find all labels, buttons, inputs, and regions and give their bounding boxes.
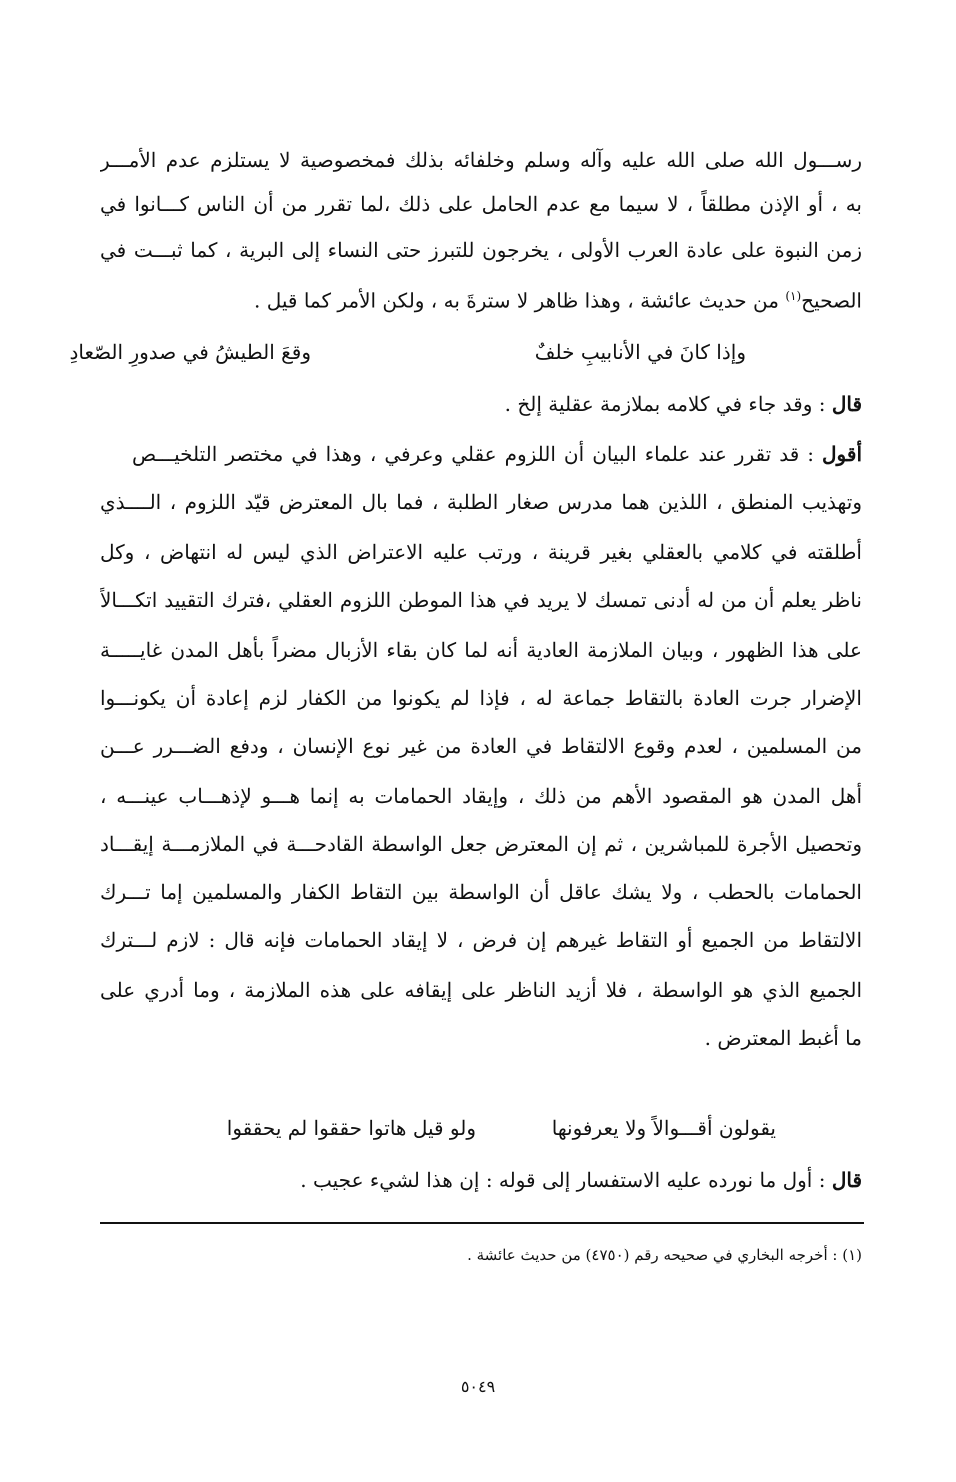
qal-line	[132, 1160, 862, 1200]
text-line: زمن النبوة على عادة العرب الأولى ، يخرجون للتبرز حتى النساء إلى البرية ، كما ثبـــت في	[100, 238, 862, 262]
text-line: الحمامات بالحطب ، ولا يشك عاقل أن الواسطة بين التقاط الكفار والمسلمين إما تـــرك	[100, 880, 862, 904]
qal-label: قال	[831, 1168, 862, 1192]
text-line: ناظر يعلم أن من له أدنى تمسك لا يريد في هذا الموطن اللزوم العقلي ،فترك التقييد اتكـــالاً	[100, 588, 862, 612]
text-line: على هذا الظهور ، وبيان الملازمة العادية أنه لما كان بقاء الأزبال مضراً بأهل المدن غايـــــة	[100, 638, 862, 662]
footnote-text: (١) : أخرجه البخاري في صحيحه رقم (٤٧٥٠) من حديث عائشة .	[467, 1246, 862, 1264]
qal-text: : أول ما نورده عليه الاستفسار إلى قوله : إن هذا لشيء عجيب .	[300, 1168, 832, 1192]
verse-1-second-hemistich: وقعَ الطيشُ في صدورِ الصّعادِ	[69, 340, 311, 364]
aqul-line	[132, 434, 862, 474]
text-line: ما أغبط المعترض .	[704, 1026, 862, 1050]
verse-2-second-hemistich: ولو قيل هاتوا حققوا لم يحققوا	[226, 1116, 476, 1140]
verse-2-first-hemistich: يقولون أقـــوالاً ولا يعرفونها	[551, 1116, 776, 1140]
text-line: الجميع الذي هو الواسطة ، فلا أزيد الناظر على إيقافه على هذه الملازمة ، وما أدري على	[100, 978, 862, 1002]
footnote-divider	[100, 1222, 864, 1224]
text-line: أطلقته في كلامي بالعقلي بغير قرينة ، ورتب عليه الاعتراض الذي ليس له انتهاض ، وكل	[100, 540, 862, 564]
text-line: وتحصيل الأجرة للمباشرين ، ثم إن المعترض جعل الواسطة القادحـــة في الملازمـــة إيقـــاد	[100, 832, 862, 856]
text-line: وتهذيب المنطق ، اللذين هما مدرس صغار الطلبة ، فما بال المعترض قيّد اللزوم ، الــــذي	[100, 490, 862, 514]
text-line: الالتقاط من الجميع أو التقاط غيرهم إن فرض ، لا إيقاد الحمامات فإنه قال : لازم لـــترك	[100, 928, 862, 952]
qal-label: قال	[831, 392, 862, 416]
text-line: أهل المدن هو المقصود الأهم من ذلك ، وإيقاد الحمامات به إنما هـــو لإذهـــاب عينـــه ،	[100, 784, 862, 808]
footnote-reference: (١)	[785, 289, 802, 303]
text-line: من المسلمين ، لعدم وقوع الالتقاط في العادة من غير نوع الإنسان ، ودفع الضـــرر عـــن	[100, 734, 862, 758]
text-line: الإضرار جرت العادة بالتقاط جماعة له ، فإذا لم يكونوا من الكفار لزم إعادة أن يكونـــوا	[100, 686, 862, 710]
aqul-text: : قد تقرر عند علماء البيان أن اللزوم عقلي وعرفي ، وهذا في مختصر التلخيـــص	[132, 442, 823, 466]
text-fragment: من حديث عائشة ، وهذا ظاهر لا سترةَ به ، ولكن الأمر كما قيل .	[254, 288, 786, 313]
aqul-label: أقول	[822, 442, 862, 466]
verse-1-first-hemistich: وإذا كانَ في الأنابيبِ خلفٌ	[534, 340, 746, 364]
text-fragment: الصحيح	[801, 288, 862, 313]
qal-line	[132, 384, 862, 424]
page-number: ٥٠٤٩	[460, 1377, 496, 1396]
text-line	[100, 276, 862, 316]
text-line: به ، أو الإذن مطلقاً ، لا سيما مع عدم الحامل على ذلك ،لما تقرر من أن الناس كـــانوا في	[100, 192, 862, 216]
text-line: رســـول الله صلى الله عليه وآله وسلم وخلفائه بذلك فمخصوصية لا يستلزم عدم الأمـــر	[100, 148, 862, 172]
qal-text: : وقد جاء في كلامه بملازمة عقلية إلخ .	[504, 392, 832, 416]
